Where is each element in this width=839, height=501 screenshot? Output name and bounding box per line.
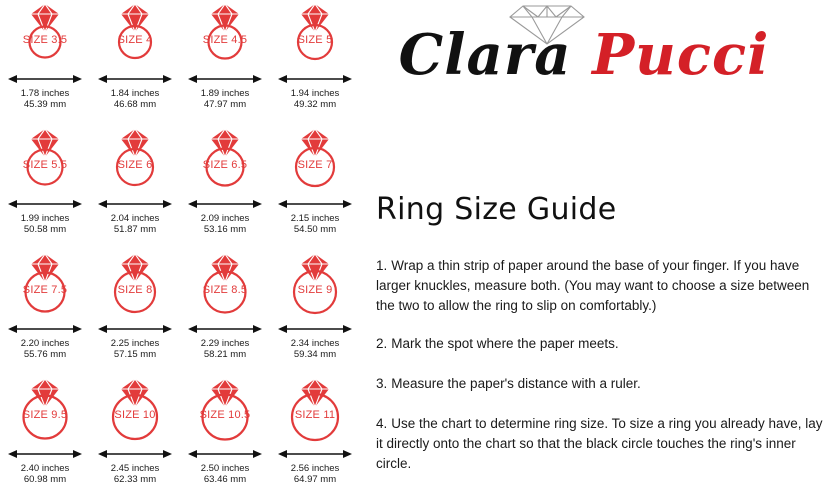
ring-size-cell: [270, 250, 360, 375]
measurement-inches: 1.78 inches: [20, 88, 70, 99]
measurement-inches: 2.25 inches: [110, 338, 160, 349]
measurement-mm: 63.46 mm: [203, 474, 247, 485]
step-text: Use the chart to determine ring size. To size a ring you already have, lay it directly onto the chart so that the black circle touches the ring's inner circle.: [376, 416, 823, 471]
measurement-inches: 2.09 inches: [200, 213, 250, 224]
measurement-mm: 62.33 mm: [113, 474, 157, 485]
measurement-inches: 2.15 inches: [290, 213, 340, 224]
ring-size-cell: [90, 125, 180, 250]
measurement-arrow-icon: [188, 322, 262, 334]
ring-size-cell: [180, 375, 270, 500]
ring-size-cell: [0, 125, 90, 250]
measurement-inches: 1.94 inches: [290, 88, 340, 99]
ring-size-label: SIZE 3.5: [22, 34, 68, 46]
step-text: Mark the spot where the paper meets.: [391, 336, 619, 351]
measurement-inches: 2.04 inches: [110, 213, 160, 224]
step-number: 1.: [376, 258, 388, 273]
instruction-step-3: [376, 374, 828, 394]
brand-logo: [374, 4, 794, 104]
step-text: Measure the paper's distance with a ruler.: [391, 376, 641, 391]
step-number: 3.: [376, 376, 388, 391]
measurement-arrow-icon: [278, 197, 352, 209]
brand-name-first: Clara: [398, 22, 572, 88]
ring-size-cell: [270, 375, 360, 500]
measurement-mm: 51.87 mm: [113, 224, 157, 235]
ring-size-cell: [90, 250, 180, 375]
measurement-inches: 2.45 inches: [110, 463, 160, 474]
ring-size-cell: [180, 250, 270, 375]
instruction-step-2: [376, 334, 828, 354]
measurement-mm: 57.15 mm: [113, 349, 157, 360]
ring-size-label: SIZE 7.5: [22, 284, 68, 296]
ring-size-label: SIZE 5: [297, 34, 333, 46]
ring-size-label: SIZE 4: [117, 34, 153, 46]
ring-size-label: SIZE 6: [117, 159, 153, 171]
ring-size-label: SIZE 9: [297, 284, 333, 296]
measurement-mm: 64.97 mm: [293, 474, 337, 485]
measurement-mm: 55.76 mm: [23, 349, 67, 360]
measurement-inches: 1.89 inches: [200, 88, 250, 99]
measurement-mm: 47.97 mm: [203, 99, 247, 110]
brand-wordmark: [374, 22, 794, 88]
measurement-mm: 58.21 mm: [203, 349, 247, 360]
ring-size-label: SIZE 8: [117, 284, 153, 296]
ring-size-label: SIZE 10.5: [199, 409, 251, 421]
measurement-mm: 59.34 mm: [293, 349, 337, 360]
ring-size-cell: [180, 125, 270, 250]
page-title: Ring Size Guide: [376, 192, 617, 227]
measurement-arrow-icon: [98, 322, 172, 334]
measurement-arrow-icon: [8, 322, 82, 334]
ring-size-label: SIZE 8.5: [202, 284, 248, 296]
measurement-inches: 2.20 inches: [20, 338, 70, 349]
measurement-inches: 2.56 inches: [290, 463, 340, 474]
ring-size-cell: [0, 250, 90, 375]
ring-size-cell: [270, 0, 360, 125]
measurement-arrow-icon: [8, 197, 82, 209]
measurement-arrow-icon: [8, 72, 82, 84]
step-number: 2.: [376, 336, 388, 351]
measurement-arrow-icon: [278, 322, 352, 334]
measurement-mm: 54.50 mm: [293, 224, 337, 235]
ring-size-label: SIZE 5.5: [22, 159, 68, 171]
ring-size-cell: [90, 375, 180, 500]
measurement-arrow-icon: [188, 447, 262, 459]
measurement-mm: 45.39 mm: [23, 99, 67, 110]
ring-size-cell: [90, 0, 180, 125]
measurement-inches: 1.84 inches: [110, 88, 160, 99]
ring-size-cell: [180, 0, 270, 125]
measurement-mm: 53.16 mm: [203, 224, 247, 235]
measurement-arrow-icon: [98, 197, 172, 209]
measurement-inches: 1.99 inches: [20, 213, 70, 224]
measurement-inches: 2.40 inches: [20, 463, 70, 474]
step-text: Wrap a thin strip of paper around the base of your finger. If you have larger knuckles, measure both. (You may want to choose a size between the two to allow the ring to slip on comfortably.): [376, 258, 810, 313]
measurement-mm: 50.58 mm: [23, 224, 67, 235]
measurement-mm: 46.68 mm: [113, 99, 157, 110]
ring-size-chart: [0, 0, 360, 501]
instruction-step-1: [376, 256, 828, 316]
right-panel: [364, 0, 839, 501]
ring-size-label: SIZE 4.5: [202, 34, 248, 46]
instruction-step-4: [376, 414, 828, 474]
measurement-mm: 49.32 mm: [293, 99, 337, 110]
brand-name-second: Pucci: [592, 22, 770, 88]
ring-size-label: SIZE 9.5: [22, 409, 68, 421]
step-number: 4.: [376, 416, 388, 431]
measurement-arrow-icon: [98, 447, 172, 459]
ring-size-label: SIZE 11: [294, 409, 336, 421]
measurement-arrow-icon: [8, 447, 82, 459]
ring-size-cell: [0, 375, 90, 500]
measurement-arrow-icon: [278, 447, 352, 459]
measurement-arrow-icon: [188, 197, 262, 209]
ring-size-cell: [0, 0, 90, 125]
measurement-inches: 2.34 inches: [290, 338, 340, 349]
measurement-mm: 60.98 mm: [23, 474, 67, 485]
ring-size-label: SIZE 10: [114, 409, 156, 421]
measurement-inches: 2.29 inches: [200, 338, 250, 349]
measurement-arrow-icon: [98, 72, 172, 84]
measurement-arrow-icon: [278, 72, 352, 84]
measurement-inches: 2.50 inches: [200, 463, 250, 474]
ring-size-label: SIZE 7: [297, 159, 333, 171]
measurement-arrow-icon: [188, 72, 262, 84]
ring-size-cell: [270, 125, 360, 250]
ring-size-label: SIZE 6.5: [202, 159, 248, 171]
